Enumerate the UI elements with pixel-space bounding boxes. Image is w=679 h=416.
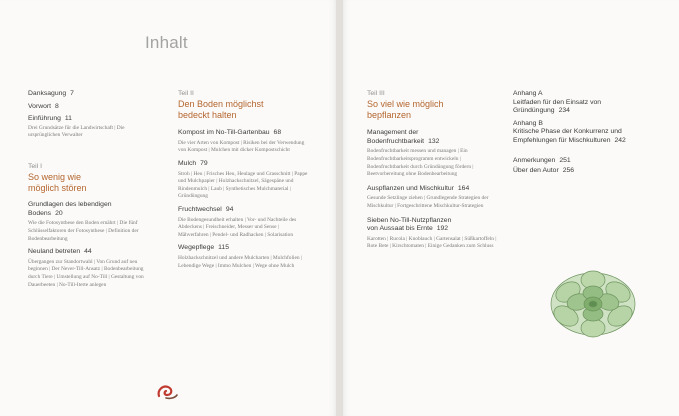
chapter-subtopics: Bodenfruchtbarkeit messen und managen | Ein Bodenfruchtbarkeitsprogramm entwickeln | Bodenfruchtbarkeit durch Gründüngung fördern | Beetvorbereitung ohne Bodenbearbeitung [367, 148, 474, 178]
part-2-label: Teil II [178, 90, 194, 97]
chapter-subtopics: Wie die Fotosynthese den Boden ernährt | Die fünf Schlüsselfaktoren der Fotosynthese | Definition der Bodenbearbeitung [28, 220, 139, 242]
worm-icon [155, 382, 181, 402]
toc-chapter[interactable]: Kompost im No-Till-Gartenbau 68 Die vier Arten von Kompost | Risiken bei der Verwendung von Kompost | Mulchen mit dicker Kompostschicht [178, 129, 310, 155]
toc-entry-danksagung[interactable]: Danksagung 7 [28, 90, 74, 97]
toc-entry-anmerkungen[interactable]: Anmerkungen 251 [513, 156, 571, 164]
toc-entry-anhang-a[interactable]: Anhang A Leitfaden für den Einsatz von Gründüngung 234 [513, 90, 602, 115]
toc-entry-einfuehrung[interactable]: Einführung 11 [28, 115, 72, 123]
part-1 [28, 163, 146, 289]
appendices [513, 90, 663, 176]
toc-chapter[interactable]: Management der Bodenfruchtbarkeit 132 Bodenfruchtbarkeit messen und managen | Ein Bodenfruchtbarkeitsprogramm entwickeln | Bodenfruchtbarkeit durch Gründüngung fördern | Beetvorbereitung ohne Bodenbearbeitung [367, 129, 502, 179]
left-page [0, 0, 336, 416]
part-3-title: So viel wie möglich bepflanzen [367, 99, 444, 120]
right-page [343, 0, 679, 416]
toc-chapter[interactable]: Wegepflege 115 Holzhackschnitzel und andere Mulcharten | Mulchfolien | Lebendige Wege | Immo Mulchen | Wege ohne Mulch [178, 244, 310, 270]
chapter-subtopics: Stroh | Heu | Frisches Heu, Heulage und Grasschnitt | Pappe und Mulchpapier | Holzhackschnitzel, Sägespäne und Rindenmulch | Laub | Synthetisches Mulchmaterial | Gründüngung [178, 170, 308, 200]
part-2 [178, 90, 310, 270]
part-3-label: Teil III [367, 90, 385, 97]
part-2-title: Den Boden möglichst bedeckt halten [178, 99, 264, 120]
front-matter [28, 90, 188, 140]
page-title: Inhalt [145, 33, 188, 52]
chapter-subtopics: Die vier Arten von Kompost | Risiken bei der Verwendung von Kompost | Mulchen mit dicker Kompostschicht [178, 139, 305, 154]
toc-entry-vorwort[interactable]: Vorwort 8 [28, 102, 59, 110]
toc-chapter[interactable]: Mulch 79 Stroh | Heu | Frisches Heu, Heulage und Grasschnitt | Pappe und Mulchpapier | Holzhackschnitzel, Sägespäne und Rindenmulch | Laub | Synthetisches Mulchmaterial | Gründüngung [178, 160, 310, 201]
chapter-subtopics: Karotten | Rucola | Knoblauch | Gartensalat | Süßkartoffeln | Rote Bete | Kirschtomaten | Einige Gedanken zum Schluss [367, 235, 497, 250]
part-1-label: Teil I [28, 163, 42, 170]
chapter-subtopics: Gesunde Setzlinge ziehen | Grundlegende Strategien der Mischkultur | Fortgeschrittene Mischkultur-Strategien [367, 195, 489, 209]
book-gutter [336, 0, 343, 416]
succulent-illustration [548, 268, 638, 340]
chapter-subtopics: Übergangen zur Standortwahl | Von Grund auf neu beginnen | Der Never-Till-Ansatz | Bodenbearbeitung durch Tiere | Umstellung auf No-Till | Gestaltung von Dauerbeeten | No-Till-Iterte anlegen [28, 258, 144, 288]
toc-chapter[interactable]: Auspflanzen und Mischkultur 164 Gesunde Setzlinge ziehen | Grundlegende Strategien der Mischkultur | Fortgeschrittene Mischkultur-Strategien [367, 185, 502, 211]
chapter-subtopics: Holzhackschnitzel und andere Mulcharten | Mulchfolien | Lebendige Wege | Immo Mulchen | Wege ohne Mulch [178, 254, 303, 269]
toc-entry-anhang-b[interactable]: Anhang B Kritische Phase der Konkurrenz und Empfehlungen für Mischkulturen 242 [513, 119, 626, 144]
toc-chapter[interactable]: Grundlagen des lebendigen Bodens 20 Wie die Fotosynthese den Boden ernährt | Die fünf Schlüsselfaktoren der Fotosynthese | Definition der Bodenbearbeitung [28, 201, 146, 243]
toc-entry-ueber-den-autor[interactable]: Über den Autor 256 [513, 167, 575, 175]
part-1-title: So wenig wie möglich stören [28, 172, 87, 193]
intro-subtopics: Drei Grundsätze für die Landwirtschaft | Die ursprünglichen Verwalter [28, 124, 125, 139]
toc-chapter[interactable]: Neuland betreten 44 Übergangen zur Standortwahl | Von Grund auf neu beginnen | Der Never-Till-Ansatz | Bodenbearbeitung durch Tiere | Umstellung auf No-Till | Gestaltung von Dauerbeeten | No-Till-Iterte anlegen [28, 248, 146, 289]
toc-chapter[interactable]: Sieben No-Till-Nutzpflanzen von Aussaat bis Ernte 192 Karotten | Rucola | Knoblauch | Gartensalat | Süßkartoffeln | Rote Bete | Kirschtomaten | Einige Gedanken zum Schluss [367, 217, 502, 251]
toc-chapter[interactable]: Fruchtwechsel 94 Die Bodengesundheit erhalten | Vor- und Nachteile des Abdeckens | Freischneider, Messer und Sense | Mähverfahren | Pendel- und Radhacken | Solarisation [178, 206, 310, 239]
chapter-subtopics: Die Bodengesundheit erhalten | Vor- und Nachteile des Abdeckens | Freischneider, Messer und Sense | Mähverfahren | Pendel- und Radhacken | Solarisation [178, 216, 297, 238]
part-3 [367, 90, 502, 251]
